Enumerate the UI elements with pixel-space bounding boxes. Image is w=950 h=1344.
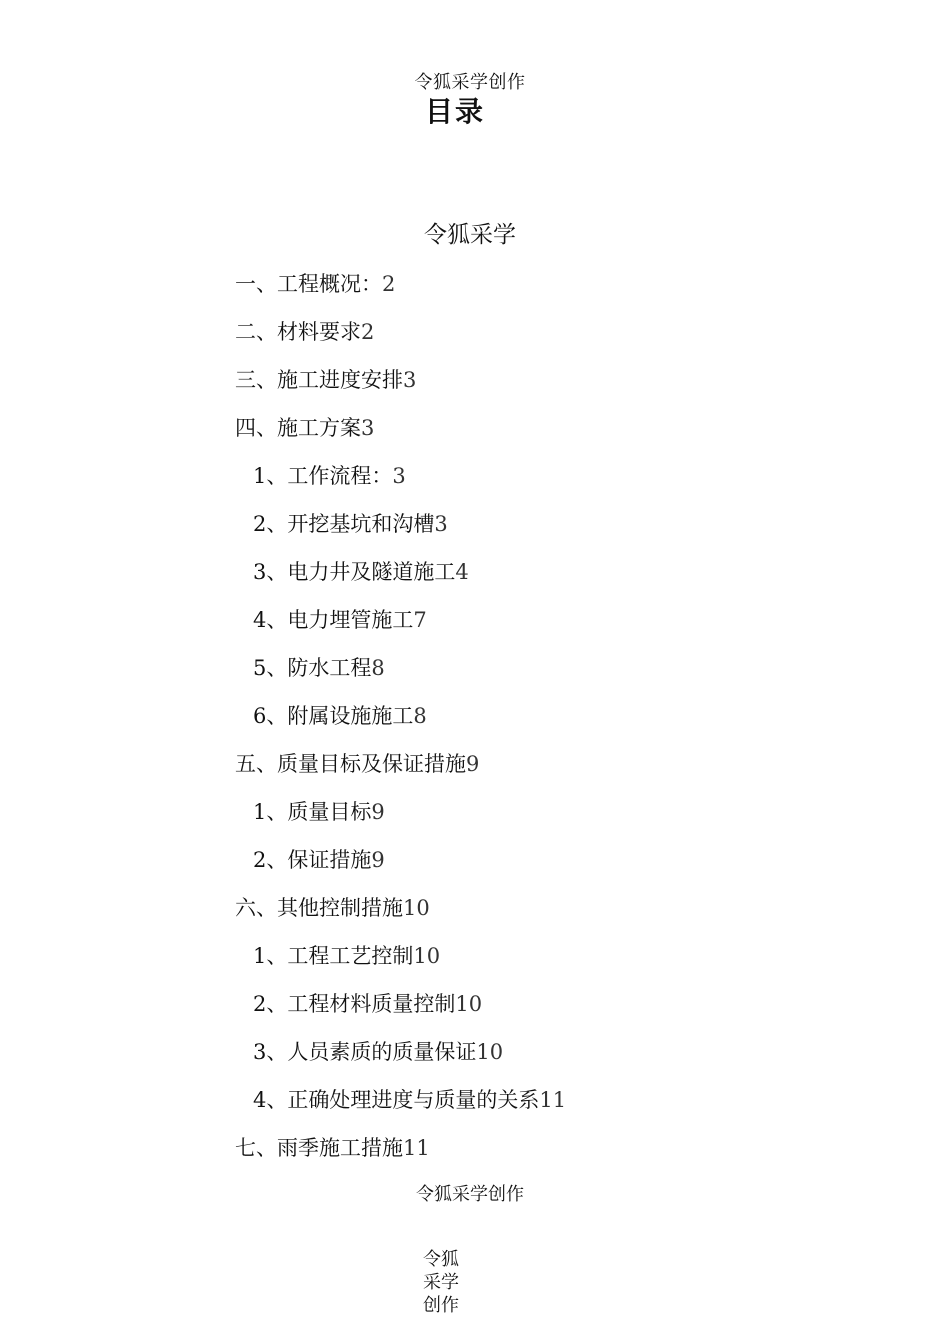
toc-entry-page: 8 xyxy=(371,656,385,680)
toc-entry-text: 2、开挖基坑和沟槽 xyxy=(253,512,435,536)
table-of-contents xyxy=(235,264,566,1176)
toc-entry-page: 11 xyxy=(403,1136,430,1160)
toc-entry[interactable] xyxy=(235,264,566,312)
footer-stack-line: 令狐 xyxy=(423,1249,459,1270)
toc-entry-text: 3、电力井及隧道施工 xyxy=(253,560,456,584)
toc-entry[interactable] xyxy=(235,408,566,456)
toc-entry-page: 10 xyxy=(476,1040,504,1064)
toc-entry-page: 10 xyxy=(455,992,483,1016)
toc-heading: 令狐采学 xyxy=(424,222,516,248)
toc-entry-page: 2 xyxy=(382,272,396,296)
toc-entry[interactable] xyxy=(235,456,566,504)
toc-entry-page: 3 xyxy=(434,512,448,536)
toc-entry[interactable] xyxy=(235,984,566,1032)
toc-entry-text: 三、施工进度安排 xyxy=(235,368,403,392)
toc-entry-page: 3 xyxy=(361,416,375,440)
toc-entry-page: 10 xyxy=(413,944,441,968)
toc-entry-text: 五、质量目标及保证措施 xyxy=(235,752,466,776)
toc-entry-text: 1、工作流程： xyxy=(253,464,393,488)
toc-entry-text: 4、正确处理进度与质量的关系 xyxy=(253,1088,540,1112)
toc-entry-text: 1、工程工艺控制 xyxy=(253,944,414,968)
toc-entry[interactable] xyxy=(235,744,566,792)
toc-entry[interactable] xyxy=(235,312,566,360)
toc-entry-page: 9 xyxy=(371,848,385,872)
toc-entry[interactable] xyxy=(235,600,566,648)
toc-entry[interactable] xyxy=(235,1128,566,1176)
toc-entry-page: 3 xyxy=(392,464,406,488)
toc-entry-text: 6、附属设施施工 xyxy=(253,704,414,728)
toc-entry-text: 2、保证措施 xyxy=(253,848,372,872)
toc-entry-text: 4、电力埋管施工 xyxy=(253,608,414,632)
toc-entry-page: 7 xyxy=(413,608,427,632)
toc-entry-page: 8 xyxy=(413,704,427,728)
toc-entry[interactable] xyxy=(235,696,566,744)
footer-stack-line: 创作 xyxy=(423,1295,459,1316)
toc-entry[interactable] xyxy=(235,840,566,888)
footer-watermark: 令狐采学创作 xyxy=(416,1184,524,1205)
toc-entry-page: 4 xyxy=(455,560,469,584)
footer-stack-line: 采学 xyxy=(423,1272,459,1293)
toc-entry-page: 2 xyxy=(361,320,375,344)
toc-entry-text: 3、人员素质的质量保证 xyxy=(253,1040,477,1064)
toc-entry-text: 一、工程概况： xyxy=(235,272,382,296)
toc-entry-text: 1、质量目标 xyxy=(253,800,372,824)
toc-entry[interactable] xyxy=(235,360,566,408)
toc-entry[interactable] xyxy=(235,648,566,696)
toc-entry-page: 3 xyxy=(403,368,417,392)
page-title: 目录 xyxy=(424,95,485,128)
toc-entry[interactable] xyxy=(235,504,566,552)
toc-entry-page: 11 xyxy=(539,1088,567,1112)
toc-entry-page: 9 xyxy=(371,800,385,824)
toc-entry-text: 2、工程材料质量控制 xyxy=(253,992,456,1016)
toc-entry-page: 10 xyxy=(403,896,430,920)
toc-entry-text: 二、材料要求 xyxy=(235,320,361,344)
toc-entry[interactable] xyxy=(235,1080,566,1128)
toc-entry[interactable] xyxy=(235,936,566,984)
header-watermark: 令狐采学创作 xyxy=(414,72,526,93)
toc-entry[interactable] xyxy=(235,552,566,600)
toc-entry-page: 9 xyxy=(466,752,480,776)
footer-stacked-watermark xyxy=(420,1248,462,1317)
toc-entry-text: 六、其他控制措施 xyxy=(235,896,403,920)
toc-entry-text: 七、雨季施工措施 xyxy=(235,1136,403,1160)
toc-entry[interactable] xyxy=(235,1032,566,1080)
toc-entry-text: 四、施工方案 xyxy=(235,416,361,440)
toc-entry-text: 5、防水工程 xyxy=(253,656,372,680)
toc-entry[interactable] xyxy=(235,888,566,936)
toc-entry[interactable] xyxy=(235,792,566,840)
